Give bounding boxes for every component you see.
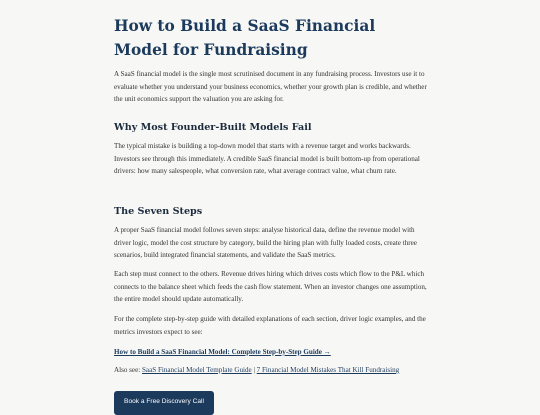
section-paragraph-seven-steps-2: Each step must connect to the others. Revenue drives hiring which drives costs which flow to the P&L which connects to the balance sheet which feeds the cash flow statement. When an investor changes one assumption, the entire model should update automatically. xyxy=(114,270,427,304)
section-paragraph-why-models-fail: The typical mistake is building a top-down model that starts with a revenue target and works backwards. Investors see through this immediately. A credible SaaS financial model is built bottom-up from operational drivers: how many salespeople, what conversion rate, what average contract value, what churn rate. xyxy=(114,142,420,176)
also-see-line xyxy=(114,364,430,376)
template-guide-link[interactable]: SaaS Financial Model Template Guide xyxy=(141,366,252,374)
book-discovery-call-button[interactable]: Book a Free Discovery Call xyxy=(114,391,214,415)
also-see-prefix: Also see: xyxy=(114,366,142,374)
complete-guide-link[interactable]: How to Build a SaaS Financial Model: Complete Step-by-Step Guide → xyxy=(114,348,331,356)
also-see-separator: | xyxy=(251,366,257,374)
mistakes-link[interactable]: 7 Financial Model Mistakes That Kill Fundraising xyxy=(256,366,400,374)
section-heading-seven-steps: The Seven Steps xyxy=(114,206,203,217)
section-paragraph-seven-steps-3: For the complete step-by-step guide with detailed explanations of each section, driver logic examples, and the metrics investors expect to see: xyxy=(114,315,426,336)
section-paragraph-seven-steps-1: A proper SaaS financial model follows seven steps: analyse historical data, define the revenue model with driver logic, model the cost structure by category, build the hiring plan with fully loaded costs, create three scenarios, build integrated financial statements, and validate the SaaS metrics. xyxy=(114,226,417,260)
intro-paragraph: A SaaS financial model is the single most scrutinised document in any fundraising process. Investors use it to evaluate whether you understand your business economics, whether your growth plan is credible, and whether the unit economics support the valuation you are asking for. xyxy=(114,70,427,104)
page-title: How to Build a SaaS Financial Model for Fundraising xyxy=(114,17,376,59)
section-heading-why-models-fail: Why Most Founder-Built Models Fail xyxy=(114,122,312,133)
